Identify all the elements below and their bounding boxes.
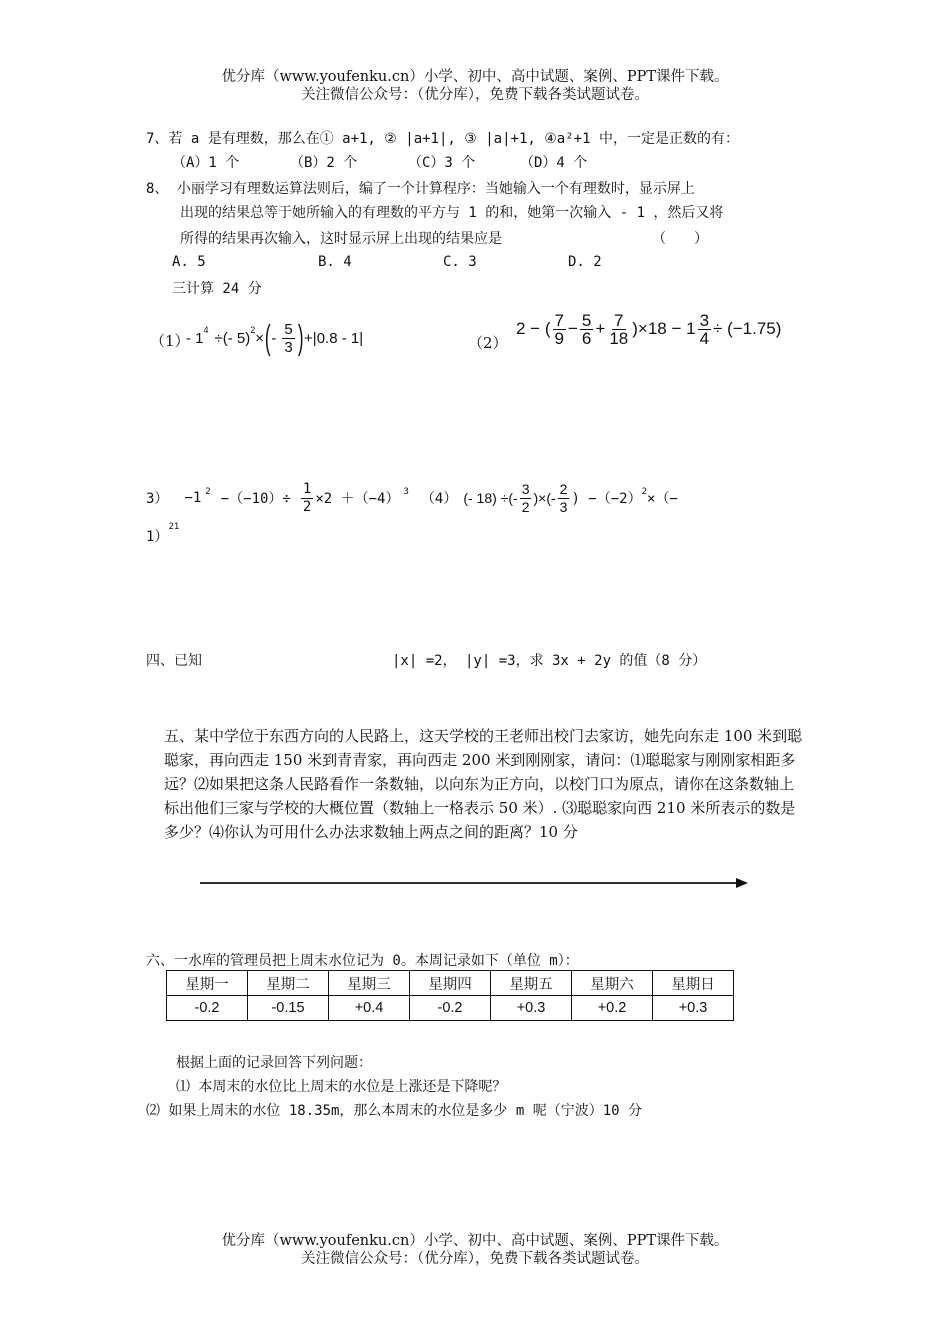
p3-exponent: 2 (205, 487, 211, 497)
q8-line-1: 8、 小丽学习有理数运算法则后，编了一个计算程序：当她输入一个有理数时，显示屏上 (146, 181, 695, 197)
p2-fraction-1 (553, 312, 566, 347)
p3-frac-num: 1 (302, 480, 312, 497)
p2-f2-num: 5 (581, 310, 592, 330)
q8-line-2: 出现的结果总等于她所输入的有理数的平方与 1 的和，她第一次输入 - 1 ，然后又将 (180, 205, 724, 221)
p4-term-c: ) −（−2） (571, 491, 642, 507)
p4-fraction-2 (558, 481, 570, 516)
p2-f3-den: 18 (609, 328, 629, 348)
q8-answer-bracket: （ ） (652, 231, 708, 247)
p2-fraction-2 (580, 312, 593, 347)
p2-minus: − (567, 319, 578, 338)
p2-term-a: 2 − ( (516, 319, 551, 338)
section-6-question-2: ⑵ 如果上周末的水位 18.35m，那么本周末的水位是多少 m 呢（宁波）10 分 (146, 1103, 643, 1119)
q7-stem: 7、若 a 是有理数，那么在① a+1, ② |a+1|, ③ |a|+1, ④a²+1 中，一定是正数的有： (146, 131, 739, 147)
p2-term-b: )×18 − 1 (632, 319, 696, 338)
p4-exponent-2: 21 (168, 522, 180, 533)
section-6-title: 六、一水库的管理员把上周末水位记为 0。本周记录如下（单位 m）： (146, 953, 579, 969)
level-value: +0.3 (491, 996, 572, 1021)
p4-continuation (146, 522, 180, 546)
p4-exponent: 2 (641, 487, 648, 497)
problem-2-label: （2） (468, 334, 508, 352)
p2-f3-num: 7 (614, 310, 624, 330)
level-value: +0.3 (653, 996, 734, 1021)
day-header: 星期一 (167, 971, 248, 996)
p1-fraction-num: 5 (284, 320, 293, 338)
q8-option-a: A. 5 (172, 254, 206, 270)
number-line (198, 874, 752, 892)
p2-f4-den: 4 (699, 328, 710, 348)
p4-f2-den: 3 (559, 498, 568, 515)
number-line-arrow (736, 878, 748, 888)
p4-term-d: ×（− (647, 491, 678, 507)
p3-frac-den: 2 (302, 498, 312, 515)
p2-f1-den: 9 (554, 328, 564, 348)
p1-exponent-2: 2 (250, 325, 256, 335)
p2-f2-den: 6 (581, 328, 592, 348)
p2-f1-num: 7 (554, 310, 564, 330)
p3-term-c: ×2 ＋（−4） (315, 491, 400, 507)
day-header: 星期二 (248, 971, 329, 996)
p1-paren-open: ( (264, 318, 271, 357)
level-value: +0.4 (329, 996, 410, 1021)
level-value: -0.15 (248, 996, 329, 1021)
day-header: 星期六 (572, 971, 653, 996)
level-value: -0.2 (410, 996, 491, 1021)
q8-line-3: 所得的结果再次输入，这时显示屏上出现的结果应是 (180, 231, 502, 247)
section-4-label: 四、已知 (146, 653, 202, 669)
footer-line-1: 优分库（www.youfenku.cn）小学、初中、高中试题、案例、PPT课件下载。 (221, 1233, 729, 1249)
p1-minus: - (271, 329, 277, 347)
p1-term-b: ÷(- 5) (214, 329, 251, 347)
p4-term-e: 1） (146, 529, 169, 545)
p4-f1-num: 3 (521, 480, 530, 497)
q7-option-a: （A）1 个 (172, 155, 240, 171)
p2-f4-num: 3 (699, 310, 710, 330)
day-header: 星期三 (329, 971, 410, 996)
water-level-table (166, 970, 734, 1021)
problems-3-4-line (146, 476, 678, 520)
section-6-question-1: ⑴ 本周末的水位比上周末的水位是上涨还是下降呢？ (176, 1079, 507, 1095)
p4-fraction-1 (520, 481, 532, 516)
table-value-row (167, 996, 734, 1021)
p3-fraction (301, 481, 313, 516)
problem-1-label: （1） (150, 332, 190, 350)
table-header-row (167, 971, 734, 996)
p1-paren-close: ) (297, 318, 304, 357)
level-value: -0.2 (167, 996, 248, 1021)
day-header: 星期日 (653, 971, 734, 996)
p3-term-b: −（−10）÷ (220, 491, 291, 507)
day-header: 星期五 (491, 971, 572, 996)
problem-2-expression (516, 304, 781, 354)
header-line-1: 优分库（www.youfenku.cn）小学、初中、高中试题、案例、PPT课件下载。 (221, 69, 729, 85)
section-5-text: 五、某中学位于东西方向的人民路上，这天学校的王老师出校门去家访，她先向东走 100 米到聪聪家，再向西走 150 米到青青家，再向西走 200 米到刚刚家，请问：⑴聪聪家与刚刚家相距多远？⑵如果把这条人民路看作一条数轴，以向东为正方向，以校门口为原点，请你在这条数轴上标出他们三家与学校的大概位置（数轴上一格表示 50 米）. ⑶聪聪家向西 210 米所表示的数是多少？⑷你认为可用什么办法求数轴上两点之间的距离？10 分 (164, 727, 803, 841)
q8-option-c: C. 3 (443, 254, 477, 270)
day-header: 星期四 (410, 971, 491, 996)
problem-4-label: （4） (420, 491, 458, 507)
q8-option-d: D. 2 (568, 254, 602, 270)
p3-term-a: −1 (184, 490, 202, 506)
p2-term-c: ÷ (−1.75) (713, 319, 782, 338)
section-6-intro: 根据上面的记录回答下列问题： (176, 1055, 372, 1071)
q7-option-c: （C）3 个 (408, 155, 476, 171)
section-4-condition: |x| =2， |y| =3，求 3x + 2y 的值（8 分） (392, 653, 707, 669)
p2-fraction-4 (698, 312, 711, 347)
p4-f1-den: 2 (521, 498, 530, 515)
p1-term-d: +|0.8 - 1| (304, 329, 364, 347)
q7-option-d: （D）4 个 (520, 155, 588, 171)
problem-3-label: 3） (146, 491, 169, 507)
problem-1-expression (186, 310, 363, 366)
section-3-title: 三计算 24 分 (172, 281, 262, 297)
p1-fraction-den: 3 (284, 338, 293, 356)
p4-term-b: )×(- (533, 490, 556, 506)
p2-plus: + (595, 319, 606, 338)
p1-term-a: - 1 (186, 329, 204, 347)
p3-exponent-2: 3 (403, 487, 409, 497)
p2-fraction-3 (607, 312, 630, 347)
p1-times: × (255, 329, 265, 347)
footer-line-2: 关注微信公众号：（优分库），免费下载各类试题试卷。 (301, 1251, 649, 1267)
p4-term-a: (- 18) ÷(- (463, 490, 518, 506)
q8-option-b: B. 4 (318, 254, 352, 270)
q7-option-b: （B）2 个 (290, 155, 358, 171)
header-line-2: 关注微信公众号：（优分库），免费下载各类试题试卷。 (301, 87, 649, 103)
p1-exponent: 4 (203, 325, 209, 335)
level-value: +0.2 (572, 996, 653, 1021)
p4-f2-num: 2 (559, 480, 568, 497)
p1-fraction (282, 321, 294, 356)
